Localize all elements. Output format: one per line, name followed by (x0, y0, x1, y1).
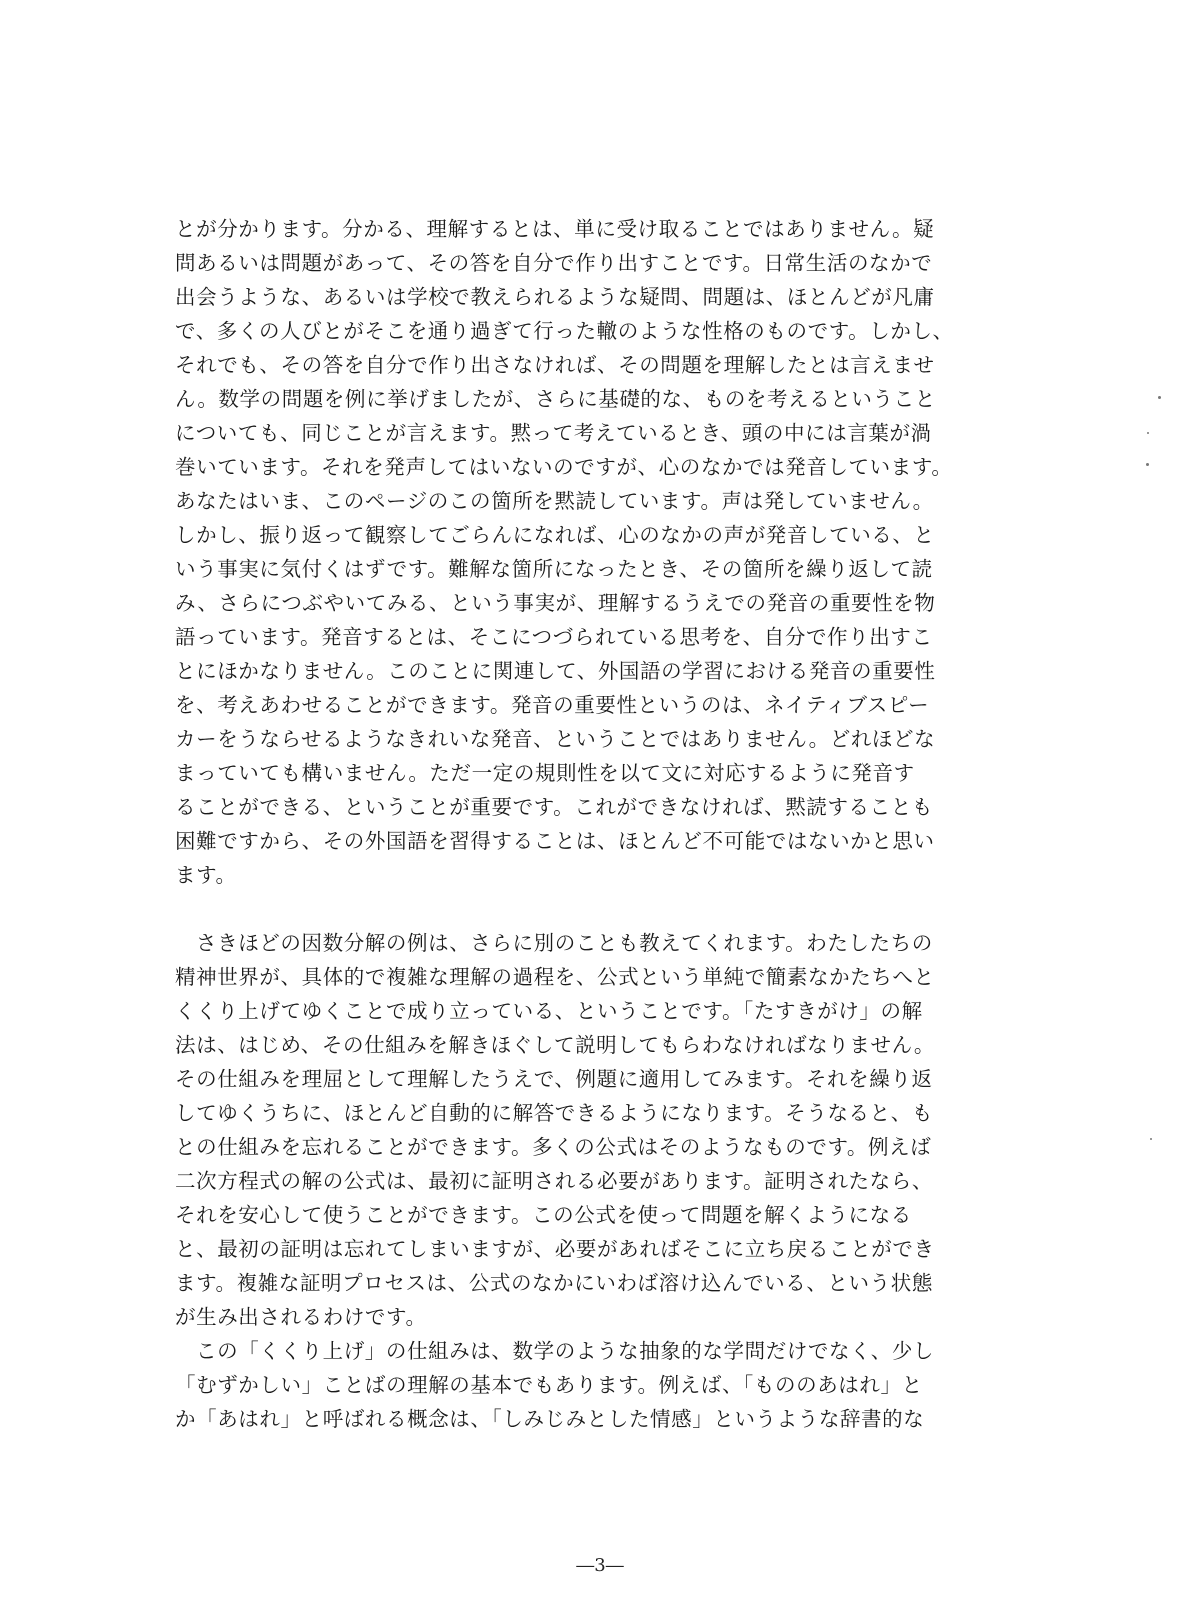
scan-speck (1146, 463, 1149, 466)
text-line: してゆくうちに、ほとんど自動的に解答できるようになります。そうなると、も (175, 1101, 933, 1125)
paragraph-3 (175, 1334, 1025, 1436)
text-line: か「あはれ」と呼ばれる概念は、「しみじみとした情感」というような辞書的な (175, 1407, 925, 1431)
text-line: 巻いています。それを発声してはいないのですが、心のなかでは発音しています。 (175, 455, 953, 479)
text-line: それでも、その答を自分で作り出さなければ、その問題を理解したとは言えませ (175, 353, 935, 377)
page-number: ―3― (576, 1555, 624, 1576)
text-line: み、さらにつぶやいてみる、という事実が、理解するうえでの発音の重要性を物 (175, 591, 936, 615)
scan-speck (1150, 1138, 1152, 1140)
paragraph-2 (175, 926, 1025, 1334)
text-line: 語っています。発音するとは、そこにつづられている思考を、自分で作り出すこ (175, 625, 933, 649)
body-text (175, 212, 1025, 1436)
text-line: についても、同じことが言えます。黙って考えているとき、頭の中には言葉が渦 (175, 421, 932, 445)
text-line: との仕組みを忘れることができます。多くの公式はそのようなものです。例えば (175, 1135, 932, 1159)
text-line: ます。複雑な証明プロセスは、公式のなかにいわば溶け込んでいる、という状態 (175, 1271, 933, 1295)
text-line: この「くくり上げ」の仕組みは、数学のような抽象的な学問だけでなく、少し (196, 1339, 935, 1363)
paragraph-1 (175, 212, 1025, 892)
text-line: ん。数学の問題を例に挙げましたが、さらに基礎的な、ものを考えるということ (175, 387, 936, 411)
text-line: それを安心して使うことができます。この公式を使って問題を解くようになる (175, 1203, 912, 1227)
text-line: さきほどの因数分解の例は、さらに別のことも教えてくれます。わたしたちの (196, 931, 933, 955)
text-line: くくり上げてゆくことで成り立っている、ということです。「たすきがけ」の解 (175, 999, 923, 1023)
text-line: まっていても構いません。ただ一定の規則性を以て文に対応するように発音す (175, 761, 915, 785)
text-line: ることができる、ということが重要です。これができなければ、黙読することも (175, 795, 933, 819)
text-line: ます。 (175, 863, 237, 887)
text-line: その仕組みを理屈として理解したうえで、例題に適用してみます。それを繰り返 (175, 1067, 933, 1091)
text-line: 二次方程式の解の公式は、最初に証明される必要があります。証明されたなら、 (175, 1169, 933, 1193)
text-line: と、最初の証明は忘れてしまいますが、必要があればそこに立ち戻ることができ (175, 1237, 935, 1261)
text-line: が生み出されるわけです。 (175, 1305, 427, 1329)
text-line: 精神世界が、具体的で複雑な理解の過程を、公式という単純で簡素なかたちへと (175, 965, 935, 989)
text-line: とが分かります。分かる、理解するとは、単に受け取ることではありません。疑 (175, 217, 935, 241)
scan-speck (1147, 432, 1149, 434)
text-line: 「むずかしい」ことばの理解の基本でもあります。例えば、「もののあはれ」と (175, 1373, 923, 1397)
text-line: しかし、振り返って観察してごらんになれば、心のなかの声が発音している、と (175, 523, 935, 547)
paragraph-gap (175, 892, 1025, 926)
scan-speck (1158, 396, 1161, 399)
text-line: とにほかなりません。このことに関連して、外国語の学習における発音の重要性 (175, 659, 936, 683)
text-line: を、考えあわせることができます。発音の重要性というのは、ネイティブスピー (175, 693, 930, 717)
text-line: 問あるいは問題があって、その答を自分で作り出すことです。日常生活のなかで (175, 251, 933, 275)
text-line: いう事実に気付くはずです。難解な箇所になったとき、その箇所を繰り返して読 (175, 557, 933, 581)
text-line: 出会うような、あるいは学校で教えられるような疑問、問題は、ほとんどが凡庸 (175, 285, 935, 309)
text-line: カーをうならせるようなきれいな発音、ということではありません。どれほどな (175, 727, 936, 751)
text-line: で、多くの人びとがそこを通り過ぎて行った轍のような性格のものです。しかし、 (175, 319, 954, 343)
text-line: 法は、はじめ、その仕組みを解きほぐして説明してもらわなければなりません。 (175, 1033, 936, 1057)
text-line: あなたはいま、このページのこの箇所を黙読しています。声は発していません。 (175, 489, 934, 513)
text-line: 困難ですから、その外国語を習得することは、ほとんど不可能ではないかと思い (175, 829, 935, 853)
